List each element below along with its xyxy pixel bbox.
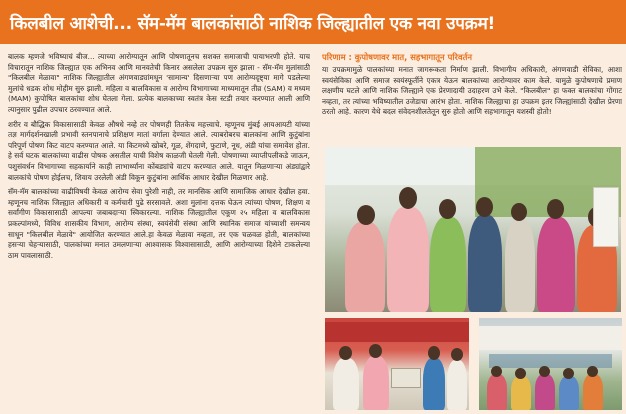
page-header: [0, 0, 626, 44]
result-body: या उपक्रमामुळे पालकांच्या मनात जागरूकता निर्माण झाली. विभागीय अधिकारी, अंगणवाडी सेविका, आशा स्वयंसेविका आणि समाज स्वयंस्फूर्तीने एकत्र येऊन बालकांच्या आरोग्यावर काम केले. यामुळे कुपोषणाचे प्रमाण लक्षणीय घटले आणि नाशिक जिल्ह्याने एक प्रेरणादायी उदाहरण उभे केले. "किलबील" हा फक्त बालकांचा गोंगाट नव्हता, तर त्यांच्या भविष्यातील उजेडाचा आरंभ होता. नाशिक जिल्ह्याचा हा उपक्रम इतर जिल्ह्यांसाठी देखील प्रेरणा ठरतो आहे. कारण येथे बदल संवेदनशीलतेतून सुरु होतो आणि सहभागातून यशस्वी होतो!: [322, 65, 622, 116]
event-photo-bottom-right: [479, 318, 622, 410]
page-title: किलबील आशेची... सॅम-मॅम बालकांसाठी नाशिक जिल्ह्यातील एक नवा उपक्रम!: [10, 13, 496, 34]
paragraph-support: सॅम-मॅम बालकांच्या वाढीविषयी केवळ आरोग्य सेवा पुरेशी नाही, तर मानसिक आणि सामाजिक आधार देखील हवा. म्हणूनच नाशिक जिल्ह्यात अधिकारी व कर्मचारी पुढे सरसावले. अशा मुलांना दत्तक घेऊन त्यांच्या पोषण, शिक्षण व सर्वांगीण विकासासाठी आपल्या जबाबदाऱ्या स्विकारल्या. नाशिक जिल्ह्यातील एकूण २५ महिला व बालविकास प्रकल्पांमध्ये, विविध शासकीय विभाग, आरोग्य संस्था, स्वयंसेवी संस्था आणि स्थानिक समाज यांच्याशी समन्वय साधून "किलबील मेळावे" आयोजित करण्यात आले.हा केवळ मेळावा नव्हता, तर एक चळवळ होती, बालकांच्या हसऱ्या चेहऱ्यासाठी, पालकांच्या मनात उमलणाऱ्या आश्वासक विश्वासासाठी, आणि आरोग्याच्या दिशेने टाकलेल्या ठाम पावलासाठी.: [8, 187, 310, 260]
event-photo-main: [325, 147, 621, 312]
event-photo-bottom-left: [325, 318, 469, 410]
article-result-section: [322, 52, 622, 144]
paragraph-intro: बालक म्हणजे भविष्याचं बीज... त्याच्या आरोग्यातून आणि पोषणातूनच सशक्त समाजाची पायाभरणी होते. याच विचारातून नाशिक जिल्ह्यात एक अभिनव आणि मानवतेची किनार असलेला उपक्रम सुरु झाला - सॅम-मॅम मुलांसाठी "किलबील मेळावा" नाशिक जिल्ह्यातील अंगणवाड्यांमधून 'सामान्य' दिसणाऱ्या पण आरोग्यदृष्ट्या मागे पडलेल्या मुलांचे धडक शोध मोहीम सुरु झाली. महिला व बालविकास व आरोग्य विभागाच्या माध्यमातून तीव्र (SAM) व मध्यम (MAM) कुपोषित बालकांचा शोध घेतला गेला. प्रत्येक बालकाच्या स्वतंत्र केस स्टडी तयार करण्यात आली आणि त्यानुसार पुढील उपचार ठरवण्यात आले.: [8, 52, 310, 114]
paragraph-nutrition: शरीर व बौद्धिक विकासासाठी केवळ औषधे नव्हे तर पोषणही तितकेच महत्त्वाचे. म्हणूनच मुंबई आयआयटी यांच्या तज्ञ मार्गदर्शनखाली प्रभावी स्तनपानाचे प्रशिक्षण मातां वर्गाला देण्यात आले. त्याबरोबरच बालकांना आणि कुटुंबांना परिपूर्ण पोषण किट वाटप करण्यात आले. या किटमध्ये खोबरे, गूळ, शेंगदाणे, फुटाणे, नूध, अंडी यांचा समावेश होता. हे सर्व घटक बालकांच्या वाढीस पोषक असतील याची विशेष काळजी घेतली गेली. पोषणाच्या व्याप्तीपलीकडे जाऊन, पशुसंवर्धन विभागाच्या सहकार्याने काही लाभार्थ्यांना कोंबड्यांचे वाटप करण्यात आले. यातून मिळणाऱ्या अंड्यांद्वारे बालकांचे पोषण होईलच, शिवाय उरलेली अंडी विकून कुटुंबांना आर्थिक आधार देखील मिळणार आहे.: [8, 119, 310, 182]
article-left-column: [8, 52, 310, 410]
result-heading: परिणाम : कुपोषणावर मात, सहभागातून परिवर्तन: [322, 52, 473, 62]
